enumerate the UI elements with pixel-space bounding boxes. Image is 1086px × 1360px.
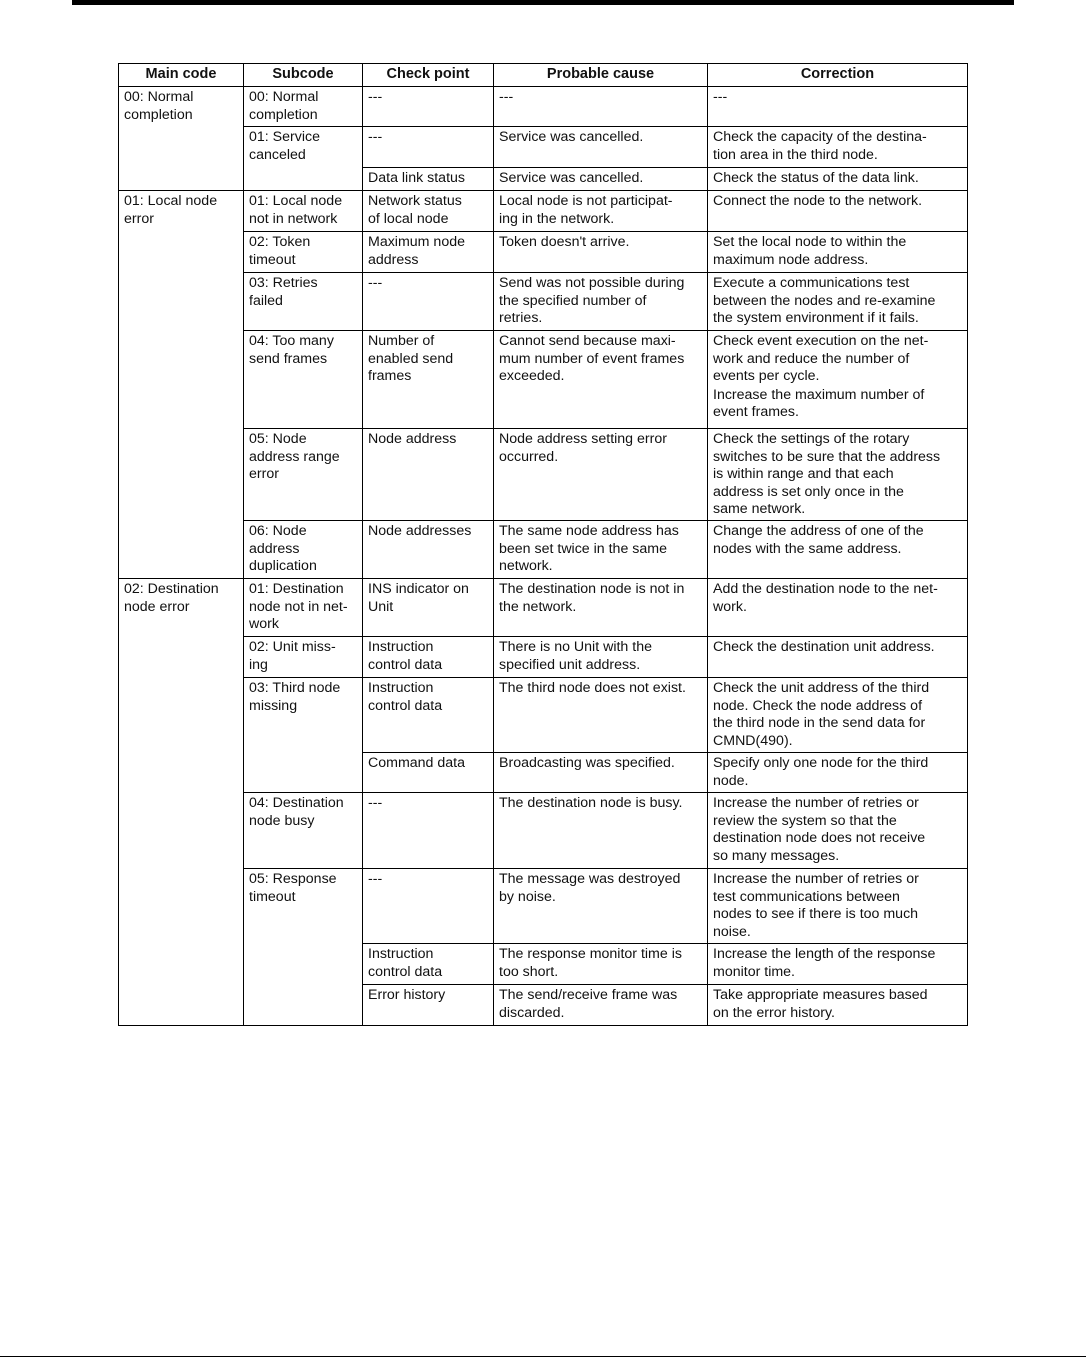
subcode-cell: 01: Destination node not in net- work xyxy=(244,579,363,637)
correction-cell: Connect the node to the network. xyxy=(708,191,968,232)
table-row xyxy=(119,579,968,637)
check-point-cell: --- xyxy=(363,87,494,127)
check-point-cell: Node addresses xyxy=(363,521,494,579)
main-code-cell: 00: Normal completion xyxy=(119,87,244,191)
check-point-cell: Instruction control data xyxy=(363,678,494,753)
correction-cell: Check the settings of the rotary switches to be sure that the address is within range and that each address is set only once in the same network. xyxy=(708,429,968,521)
check-point-cell: Error history xyxy=(363,985,494,1026)
correction-cell: Check the destination unit address. xyxy=(708,637,968,678)
error-code-table xyxy=(118,63,968,1026)
main-code-cell: 01: Local node error xyxy=(119,191,244,579)
check-point-cell: Maximum node address xyxy=(363,232,494,273)
correction-cell: Increase the number of retries or review the system so that the destination node does not receive so many messages. xyxy=(708,793,968,869)
correction-cell: Execute a communications test between the nodes and re-examine the system environment if it fails. xyxy=(708,273,968,331)
probable-cause-cell: The response monitor time is too short. xyxy=(494,944,708,985)
probable-cause-cell: Node address setting error occurred. xyxy=(494,429,708,521)
probable-cause-cell: The same node address has been set twice in the same network. xyxy=(494,521,708,579)
subcode-cell: 05: Node address range error xyxy=(244,429,363,521)
probable-cause-cell: The message was destroyed by noise. xyxy=(494,869,708,944)
subcode-cell: 03: Retries failed xyxy=(244,273,363,331)
probable-cause-cell: There is no Unit with the specified unit address. xyxy=(494,637,708,678)
probable-cause-cell: Broadcasting was specified. xyxy=(494,753,708,793)
correction-cell: Increase the maximum number of event frames. xyxy=(708,387,968,429)
check-point-cell: Instruction control data xyxy=(363,637,494,678)
probable-cause-cell: The destination node is busy. xyxy=(494,793,708,869)
subcode-cell: 01: Service canceled xyxy=(244,127,363,191)
check-point-cell: Number of enabled send frames xyxy=(363,331,494,429)
subcode-cell: 02: Unit miss- ing xyxy=(244,637,363,678)
correction-cell: Check the unit address of the third node. Check the node address of the third node in the send data for CMND(490). xyxy=(708,678,968,753)
table-row xyxy=(119,331,968,387)
correction-cell: Add the destination node to the net- work. xyxy=(708,579,968,637)
correction-cell: Specify only one node for the third node. xyxy=(708,753,968,793)
header-row xyxy=(119,64,968,87)
header-subcode: Subcode xyxy=(244,64,363,87)
correction-cell: Set the local node to within the maximum node address. xyxy=(708,232,968,273)
table-row xyxy=(119,869,968,944)
correction-cell: Check event execution on the net- work and reduce the number of events per cycle. xyxy=(708,331,968,387)
probable-cause-cell: --- xyxy=(494,87,708,127)
probable-cause-cell: Service was cancelled. xyxy=(494,127,708,168)
table-row xyxy=(119,793,968,869)
table-row xyxy=(119,521,968,579)
header-correction: Correction xyxy=(708,64,968,87)
table-row xyxy=(119,232,968,273)
check-point-cell: --- xyxy=(363,869,494,944)
bottom-rule xyxy=(0,1356,1086,1357)
probable-cause-cell: The destination node is not in the network. xyxy=(494,579,708,637)
table-row xyxy=(119,127,968,168)
correction-cell: Take appropriate measures based on the error history. xyxy=(708,985,968,1026)
subcode-cell: 06: Node address duplication xyxy=(244,521,363,579)
probable-cause-cell: The send/receive frame was discarded. xyxy=(494,985,708,1026)
check-point-cell: --- xyxy=(363,127,494,168)
probable-cause-cell: The third node does not exist. xyxy=(494,678,708,753)
top-rule xyxy=(72,0,1014,5)
correction-cell: Check the status of the data link. xyxy=(708,168,968,191)
correction-cell: Increase the length of the response monitor time. xyxy=(708,944,968,985)
subcode-cell: 04: Too many send frames xyxy=(244,331,363,429)
check-point-cell: Network status of local node xyxy=(363,191,494,232)
header-probable-cause: Probable cause xyxy=(494,64,708,87)
table-row xyxy=(119,191,968,232)
correction-cell: Change the address of one of the nodes with the same address. xyxy=(708,521,968,579)
subcode-cell: 03: Third node missing xyxy=(244,678,363,793)
subcode-cell: 04: Destination node busy xyxy=(244,793,363,869)
check-point-cell: Node address xyxy=(363,429,494,521)
probable-cause-cell: Send was not possible during the specified number of retries. xyxy=(494,273,708,331)
table-row xyxy=(119,637,968,678)
table-row xyxy=(119,87,968,127)
check-point-cell: Command data xyxy=(363,753,494,793)
main-code-cell: 02: Destination node error xyxy=(119,579,244,1026)
check-point-cell: Data link status xyxy=(363,168,494,191)
table-row xyxy=(119,678,968,753)
check-point-cell: INS indicator on Unit xyxy=(363,579,494,637)
check-point-cell: --- xyxy=(363,793,494,869)
probable-cause-cell: Cannot send because maxi- mum number of event frames exceeded. xyxy=(494,331,708,429)
table-row xyxy=(119,273,968,331)
probable-cause-cell: Local node is not participat- ing in the network. xyxy=(494,191,708,232)
correction-cell: Increase the number of retries or test communications between nodes to see if there is too much noise. xyxy=(708,869,968,944)
subcode-cell: 02: Token timeout xyxy=(244,232,363,273)
subcode-cell: 00: Normal completion xyxy=(244,87,363,127)
correction-cell: --- xyxy=(708,87,968,127)
probable-cause-cell: Service was cancelled. xyxy=(494,168,708,191)
subcode-cell: 05: Response timeout xyxy=(244,869,363,1026)
check-point-cell: Instruction control data xyxy=(363,944,494,985)
check-point-cell: --- xyxy=(363,273,494,331)
correction-cell: Check the capacity of the destina- tion area in the third node. xyxy=(708,127,968,168)
header-check-point: Check point xyxy=(363,64,494,87)
header-main-code: Main code xyxy=(119,64,244,87)
table-row xyxy=(119,429,968,521)
subcode-cell: 01: Local node not in network xyxy=(244,191,363,232)
probable-cause-cell: Token doesn't arrive. xyxy=(494,232,708,273)
